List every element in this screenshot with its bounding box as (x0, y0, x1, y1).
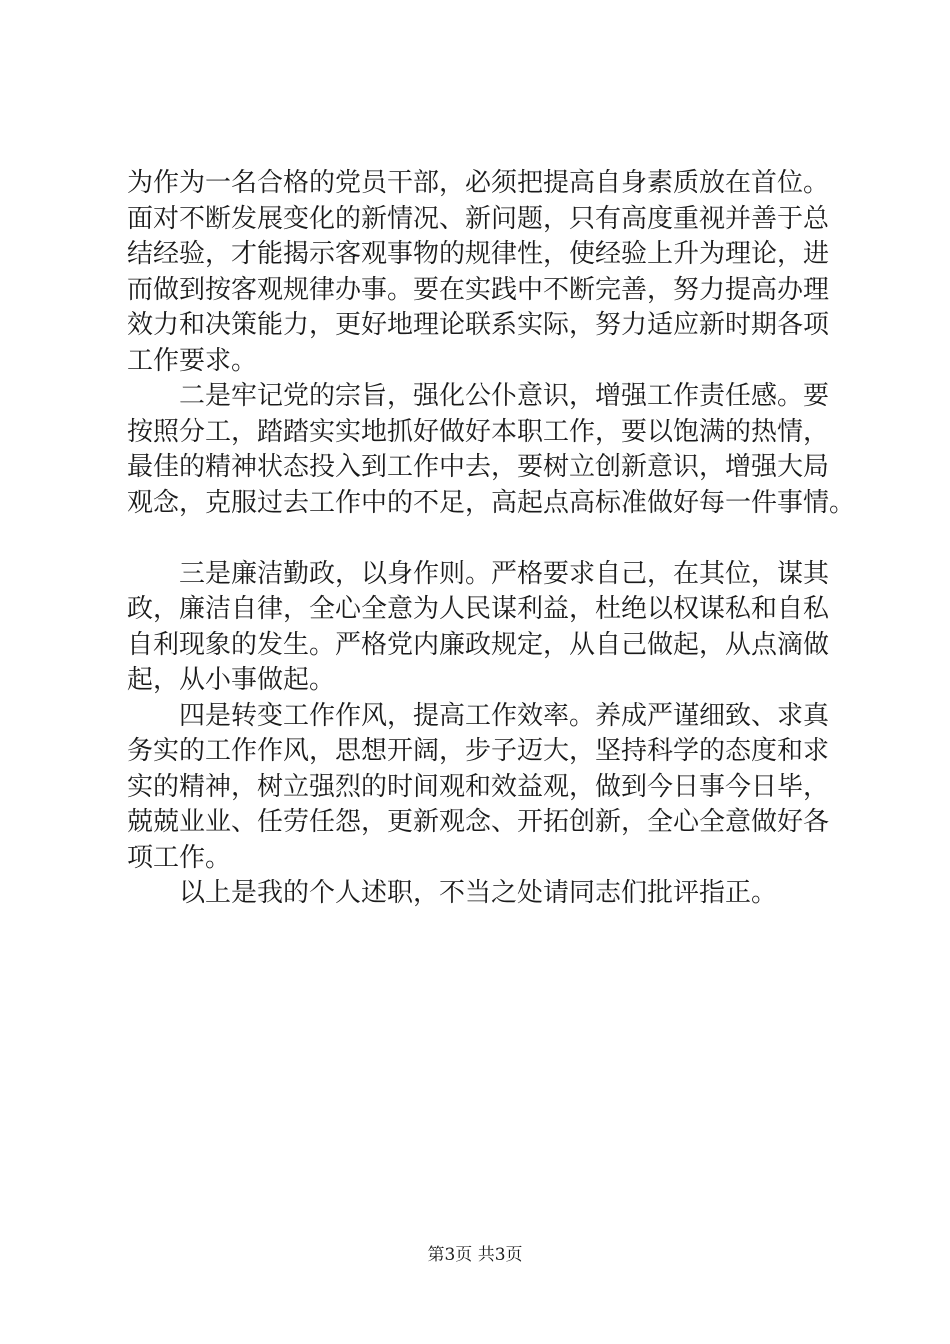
text-line: 四是转变工作作风，提高工作效率。养成严谨细致、求真 (127, 700, 830, 731)
text-line: 观念，克服过去工作中的不足，高起点高标准做好每一件事情。 (127, 487, 856, 518)
text-line: 工作要求。 (127, 345, 258, 376)
text-line: 自利现象的发生。严格党内廉政规定，从自己做起，从点滴做 (127, 629, 830, 660)
text-line: 项工作。 (127, 842, 232, 873)
text-line: 面对不断发展变化的新情况、新问题，只有高度重视并善于总 (127, 203, 830, 234)
text-line: 而做到按客观规律办事。要在实践中不断完善，努力提高办理 (127, 274, 830, 305)
text-line: 二是牢记党的宗旨，强化公仆意识，增强工作责任感。要 (127, 381, 830, 411)
paragraph-gap (127, 521, 847, 557)
text-line: 实的精神，树立强烈的时间观和效益观，做到今日事今日毕， (127, 771, 830, 802)
text-line: 三是廉洁勤政，以身作则。严格要求自己，在其位，谋其 (127, 558, 830, 589)
text-line: 为作为一名合格的党员干部，必须把提高自身素质放在首位。 (127, 168, 830, 198)
text-line: 起，从小事做起。 (127, 665, 336, 695)
text-line: 以上是我的个人述职，不当之处请同志们批评指正。 (127, 878, 778, 908)
text-line: 兢兢业业、任劳任怨，更新观念、开拓创新，全心全意做好各 (127, 807, 830, 837)
text-line: 政，廉洁自律，全心全意为人民谋利益，杜绝以权谋私和自私 (127, 594, 830, 624)
text-line: 务实的工作作风，思想开阔，步子迈大，坚持科学的态度和求 (127, 736, 830, 766)
text-line: 最佳的精神状态投入到工作中去，要树立创新意识，增强大局 (127, 452, 830, 482)
text-line: 结经验，才能揭示客观事物的规律性，使经验上升为理论，进 (127, 239, 830, 269)
page-footer: 第3页 共3页 (427, 1245, 523, 1265)
text-line: 效力和决策能力，更好地理论联系实际，努力适应新时期各项 (127, 310, 830, 340)
document-body (127, 166, 856, 912)
text-line: 按照分工，踏踏实实地抓好做好本职工作，要以饱满的热情， (127, 416, 830, 447)
